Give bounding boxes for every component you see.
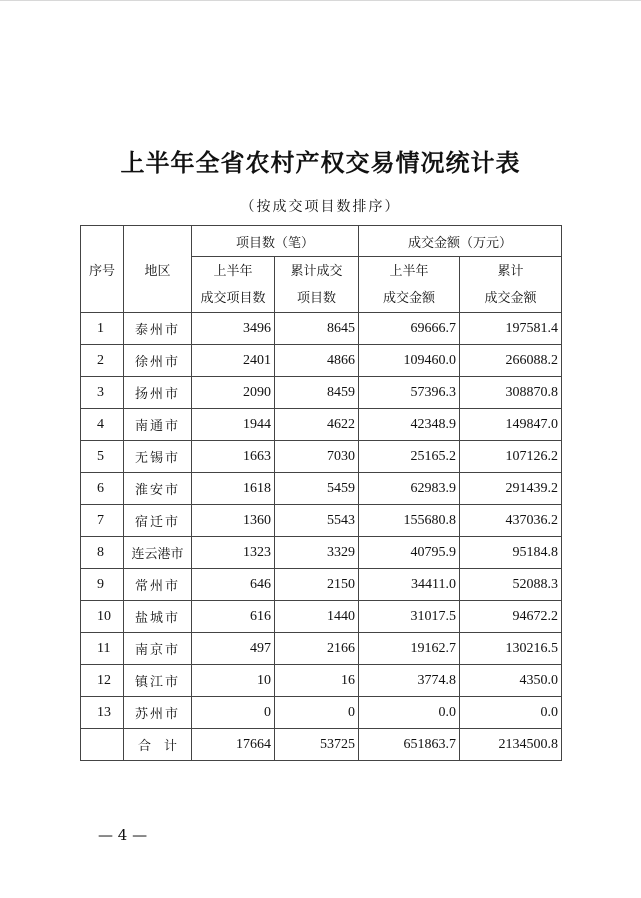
row-region: 宿迁市 [124, 505, 192, 537]
row-h1-projects: 1663 [192, 441, 275, 473]
header-seq: 序号 [81, 226, 124, 313]
table-row [81, 665, 562, 697]
row-h1-projects: 2090 [192, 377, 275, 409]
row-region: 无锡市 [124, 441, 192, 473]
row-index: 7 [81, 505, 124, 537]
row-index: 2 [81, 345, 124, 377]
row-index: 1 [81, 313, 124, 345]
row-total-projects: 16 [275, 665, 359, 697]
header-text: 成交金额 [383, 290, 436, 306]
row-h1-amount: 0.0 [359, 697, 460, 729]
header-row-1 [81, 226, 562, 257]
row-h1-amount: 62983.9 [359, 473, 460, 505]
row-h1-amount: 155680.8 [359, 505, 460, 537]
row-index: 13 [81, 697, 124, 729]
row-region: 盐城市 [124, 601, 192, 633]
row-total-amount: 308870.8 [460, 377, 562, 409]
row-region: 南京市 [124, 633, 192, 665]
row-total-projects: 7030 [275, 441, 359, 473]
row-total-amount: 0.0 [460, 697, 562, 729]
row-total-projects: 1440 [275, 601, 359, 633]
total-h1-projects: 17664 [192, 729, 275, 761]
row-region: 南通市 [124, 409, 192, 441]
total-h1-amount: 651863.7 [359, 729, 460, 761]
row-total-amount: 197581.4 [460, 313, 562, 345]
total-total-amount: 2134500.8 [460, 729, 562, 761]
table-row [81, 473, 562, 505]
row-h1-amount: 109460.0 [359, 345, 460, 377]
row-total-amount: 149847.0 [460, 409, 562, 441]
row-h1-projects: 616 [192, 601, 275, 633]
row-total-projects: 4622 [275, 409, 359, 441]
row-index: 3 [81, 377, 124, 409]
page-number: — 4 — [98, 826, 148, 844]
row-total-amount: 95184.8 [460, 537, 562, 569]
table-row [81, 441, 562, 473]
row-h1-projects: 2401 [192, 345, 275, 377]
row-h1-projects: 646 [192, 569, 275, 601]
header-text: 成交项目数 [200, 290, 266, 306]
table-row [81, 313, 562, 345]
header-region: 地区 [124, 226, 192, 313]
page-title: 上半年全省农村产权交易情况统计表 [120, 149, 521, 177]
row-index: 5 [81, 441, 124, 473]
row-h1-amount: 42348.9 [359, 409, 460, 441]
row-h1-projects: 0 [192, 697, 275, 729]
row-total-projects: 3329 [275, 537, 359, 569]
header-total-projects [275, 257, 359, 313]
row-index: 8 [81, 537, 124, 569]
row-region: 常州市 [124, 569, 192, 601]
row-region: 扬州市 [124, 377, 192, 409]
row-total-amount: 291439.2 [460, 473, 562, 505]
header-h1-amount [359, 257, 460, 313]
row-h1-projects: 1944 [192, 409, 275, 441]
table-row [81, 345, 562, 377]
row-h1-amount: 3774.8 [359, 665, 460, 697]
total-total-projects: 53725 [275, 729, 359, 761]
row-region: 连云港市 [124, 537, 192, 569]
row-total-projects: 5459 [275, 473, 359, 505]
row-region: 镇江市 [124, 665, 192, 697]
total-empty-cell [81, 729, 124, 761]
header-group-amount: 成交金额（万元） [359, 226, 562, 257]
row-total-amount: 107126.2 [460, 441, 562, 473]
row-h1-projects: 497 [192, 633, 275, 665]
row-total-projects: 5543 [275, 505, 359, 537]
row-total-projects: 2166 [275, 633, 359, 665]
row-h1-amount: 69666.7 [359, 313, 460, 345]
row-total-projects: 2150 [275, 569, 359, 601]
total-row [81, 729, 562, 761]
header-text: 上半年 [389, 263, 429, 279]
row-region: 徐州市 [124, 345, 192, 377]
row-h1-projects: 1323 [192, 537, 275, 569]
header-h1-projects [192, 257, 275, 313]
table-body [81, 313, 562, 761]
row-region: 苏州市 [124, 697, 192, 729]
row-total-amount: 266088.2 [460, 345, 562, 377]
row-total-amount: 130216.5 [460, 633, 562, 665]
row-h1-amount: 31017.5 [359, 601, 460, 633]
row-total-amount: 94672.2 [460, 601, 562, 633]
total-label: 合 计 [124, 729, 192, 761]
row-h1-projects: 1360 [192, 505, 275, 537]
row-region: 泰州市 [124, 313, 192, 345]
table-row [81, 537, 562, 569]
row-h1-amount: 57396.3 [359, 377, 460, 409]
row-index: 6 [81, 473, 124, 505]
header-text: 累计 [497, 263, 524, 279]
row-h1-amount: 25165.2 [359, 441, 460, 473]
row-total-amount: 437036.2 [460, 505, 562, 537]
row-h1-amount: 40795.9 [359, 537, 460, 569]
table-row [81, 633, 562, 665]
table-row [81, 569, 562, 601]
header-text: 成交金额 [484, 290, 537, 306]
page-top-border [0, 0, 641, 1]
row-total-projects: 8645 [275, 313, 359, 345]
header-text: 上半年 [213, 263, 253, 279]
row-total-amount: 52088.3 [460, 569, 562, 601]
row-total-projects: 0 [275, 697, 359, 729]
header-group-projects: 项目数（笔） [192, 226, 359, 257]
statistics-table [80, 225, 562, 761]
row-h1-projects: 1618 [192, 473, 275, 505]
header-text: 项目数 [297, 290, 337, 306]
table-row [81, 505, 562, 537]
row-total-projects: 8459 [275, 377, 359, 409]
table-row [81, 377, 562, 409]
row-index: 12 [81, 665, 124, 697]
table-row [81, 697, 562, 729]
header-total-amount [460, 257, 562, 313]
row-index: 11 [81, 633, 124, 665]
row-h1-projects: 10 [192, 665, 275, 697]
row-h1-amount: 34411.0 [359, 569, 460, 601]
row-index: 4 [81, 409, 124, 441]
row-index: 10 [81, 601, 124, 633]
row-h1-amount: 19162.7 [359, 633, 460, 665]
row-total-amount: 4350.0 [460, 665, 562, 697]
row-index: 9 [81, 569, 124, 601]
row-region: 淮安市 [124, 473, 192, 505]
row-h1-projects: 3496 [192, 313, 275, 345]
table-row [81, 409, 562, 441]
table-row [81, 601, 562, 633]
row-total-projects: 4866 [275, 345, 359, 377]
header-text: 累计成交 [290, 263, 343, 279]
table-subtitle: （按成交项目数排序） [240, 199, 401, 215]
